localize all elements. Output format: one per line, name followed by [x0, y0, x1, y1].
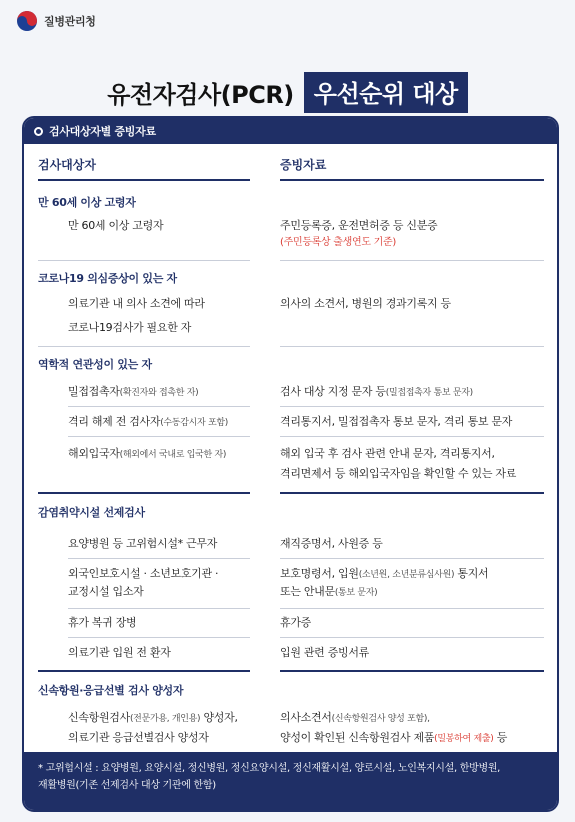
section-title-rapid-positive: 신속항원·응급선별 검사 양성자 — [38, 684, 184, 697]
section-title-vulnerable-facilities: 감염취약시설 선제검사 — [38, 506, 145, 519]
footnote-line-1: * 고위험시설 : 요양병원, 요양시설, 정신병원, 정신요양시설, 정신재활시설, 양로시설, 노인복지시설, 한방병원, — [38, 763, 501, 774]
divider — [280, 260, 544, 261]
s3-r3-right-1: 해외 입국 후 검사 관련 안내 문자, 격리통지서, — [280, 447, 495, 460]
divider — [280, 346, 544, 347]
s4-r3-left: 휴가 복귀 장병 — [68, 616, 137, 629]
s3-r3-left — [68, 446, 226, 463]
divider — [38, 260, 250, 261]
s4-r1-left: 요양병원 등 고위험시설* 근무자 — [68, 537, 218, 550]
footnote — [24, 752, 557, 810]
page-title — [0, 72, 575, 113]
s1-r1-right: 주민등록증, 운전면허증 등 신분증 — [280, 219, 438, 232]
s3-r1-left-small: (확진자와 접촉한 자) — [119, 388, 199, 398]
s5-r1-left-tail: 양성자, — [200, 711, 238, 724]
s4-r2-right-line2: 또는 안내문 — [280, 585, 335, 598]
divider-strong — [280, 670, 544, 672]
s3-r3-left-small: (해외에서 국내로 입국한 자) — [119, 450, 227, 460]
s4-r2-left-1: 외국인보호시설 · 소년보호기관 · — [68, 567, 219, 580]
s4-r4-left: 의료기관 입원 전 환자 — [68, 646, 171, 659]
s4-r2-right-tail: 통지서 — [454, 567, 489, 580]
divider — [68, 558, 250, 559]
s3-r1-right — [280, 384, 473, 401]
s3-r2-left-main: 격리 해제 전 검사자 — [68, 415, 161, 428]
s3-r3-right-2: 격리면제서 등 해외입국자임을 확인할 수 있는 자료 — [280, 467, 517, 480]
divider — [68, 637, 250, 638]
divider-strong — [38, 492, 250, 494]
card-header-text: 검사대상자별 증빙자료 — [49, 125, 156, 138]
s2-r1-left-2: 코로나19검사가 필요한 자 — [68, 321, 192, 334]
s3-r2-left-small: (수동감시자 포함) — [160, 418, 228, 428]
s4-r1-right: 재직증명서, 사원증 등 — [280, 537, 383, 550]
s1-r1-note: (주민등록상 출생연도 기준) — [280, 237, 396, 248]
s4-r2-right-1 — [280, 566, 488, 583]
s5-r1-right-line2: 양성이 확인된 신속항원검사 제품 — [280, 731, 435, 744]
s4-r2-left-2: 교정시설 입소자 — [68, 585, 144, 598]
s2-r1-left-1: 의료기관 내 의사 소견에 따라 — [68, 297, 205, 310]
s2-r1-right: 의사의 소견서, 병원의 경과기록지 등 — [280, 297, 451, 310]
divider — [68, 406, 250, 407]
s3-r2-left — [68, 414, 228, 431]
column-header-target: 검사대상자 — [38, 156, 250, 181]
divider — [68, 608, 250, 609]
s4-r2-right-small2: (통보 문자) — [334, 588, 378, 598]
s5-r1-right-1 — [280, 710, 430, 727]
s5-r1-right-main: 의사소견서 — [280, 711, 332, 724]
s5-r1-left-small: (전문가용, 개인용) — [129, 714, 201, 724]
brand-logo — [16, 10, 96, 32]
s3-r3-left-main: 해외입국자 — [68, 447, 120, 460]
title-main: 유전자검사(PCR) — [107, 81, 294, 109]
card-header — [24, 118, 557, 144]
divider — [68, 436, 250, 437]
section-title-symptoms: 코로나19 의심증상이 있는 자 — [38, 272, 177, 285]
section-title-epidemiological: 역학적 연관성이 있는 자 — [38, 358, 152, 371]
divider — [280, 608, 544, 609]
s5-r1-right-tail: 등 — [493, 731, 508, 744]
divider — [280, 558, 544, 559]
divider — [280, 637, 544, 638]
s4-r4-right: 입원 관련 증빙서류 — [280, 646, 370, 659]
s3-r1-left-main: 밀접접촉자 — [68, 385, 120, 398]
s4-r2-right-small: (소년원, 소년분류심사원) — [358, 570, 455, 580]
brand-name: 질병관리청 — [44, 15, 96, 28]
s5-r1-right-small: (신속항원검사 양성 포함), — [331, 714, 430, 724]
divider — [280, 436, 544, 437]
s3-r1-right-small: (밀접접촉자 통보 문자) — [385, 388, 473, 398]
section-title-elderly: 만 60세 이상 고령자 — [38, 196, 136, 209]
divider — [38, 346, 250, 347]
evidence-card — [22, 116, 559, 812]
s1-r1-left: 만 60세 이상 고령자 — [68, 219, 164, 232]
divider — [280, 406, 544, 407]
s5-r1-right-red: (밀봉하여 제출) — [434, 734, 494, 744]
s5-r1-left-main: 신속항원검사 — [68, 711, 130, 724]
divider-strong — [280, 492, 544, 494]
s4-r2-right-2 — [280, 584, 377, 601]
title-highlight: 우선순위 대상 — [304, 72, 468, 113]
s4-r3-right: 휴가증 — [280, 616, 311, 629]
column-header-evidence: 증빙자료 — [280, 156, 544, 181]
s4-r2-right-main: 보호명령서, 입원 — [280, 567, 359, 580]
s3-r1-right-main: 검사 대상 지정 문자 등 — [280, 385, 386, 398]
footnote-line-2: 재활병원(기존 선제검사 대상 기관에 한함) — [38, 780, 216, 791]
bullet-icon — [34, 127, 43, 136]
divider-strong — [38, 670, 250, 672]
s5-r1-left-1 — [68, 710, 238, 727]
s3-r1-left — [68, 384, 198, 401]
s5-r1-right-2 — [280, 730, 507, 747]
s5-r1-left-2: 의료기관 응급선별검사 양성자 — [68, 731, 209, 744]
s3-r2-right: 격리통지서, 밀접접촉자 통보 문자, 격리 통보 문자 — [280, 415, 513, 428]
taegeuk-logo-icon — [16, 10, 38, 32]
